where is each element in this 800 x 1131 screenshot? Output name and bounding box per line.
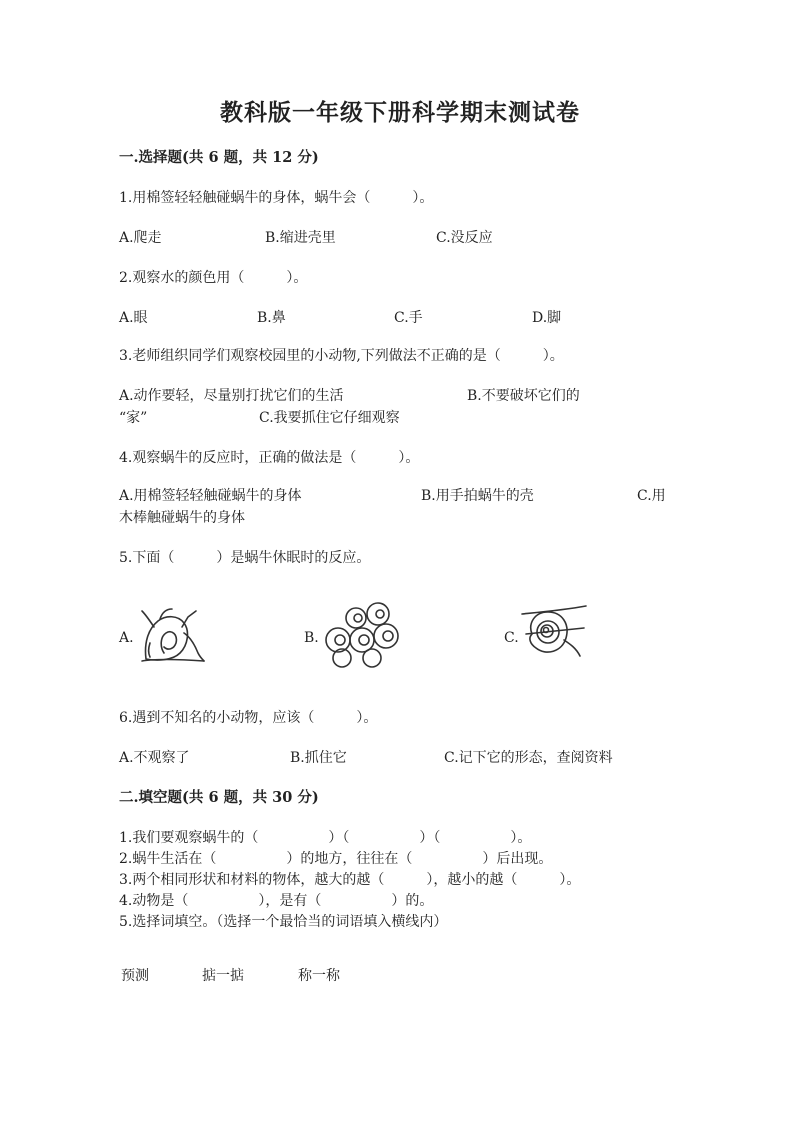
q4-option-b: B.用手拍蜗牛的壳 [421, 488, 534, 504]
q5-option-c: C. [504, 630, 519, 646]
fill-line-1: 1.我们要观察蜗牛的（ ）（ ）（ ）。 [119, 830, 532, 846]
q2-stem: 2.观察水的颜色用（ ）。 [119, 270, 308, 286]
q2-option-b: B.鼻 [257, 310, 286, 326]
q1-option-a: A.爬走 [119, 230, 162, 246]
word-choice-3: 称一称 [298, 968, 340, 984]
snail-group-icon [322, 600, 402, 668]
section2-heading: 二.填空题(共 6 题，共 30 分) [119, 789, 319, 806]
page-title: 教科版一年级下册科学期末测试卷 [220, 99, 580, 126]
q2-option-a: A.眼 [119, 310, 148, 326]
q3-option-c: C.我要抓住它仔细观察 [259, 410, 400, 426]
q3-option-b-continued: “家” [119, 410, 148, 426]
q6-option-b: B.抓住它 [290, 750, 347, 766]
q1-stem: 1.用棉签轻轻触碰蜗牛的身体，蜗牛会（ ）。 [119, 190, 434, 206]
fill-line-2: 2.蜗牛生活在（ ）的地方，往往在（ ）后出现。 [119, 851, 553, 867]
q3-option-a: A.动作要轻，尽量别打扰它们的生活 [119, 388, 344, 404]
q5-option-a: A. [119, 630, 134, 646]
snail-dormant-icon [520, 604, 590, 662]
q4-option-c-continued: 木棒触碰蜗牛的身体 [119, 510, 245, 526]
q2-option-d: D.脚 [532, 310, 562, 326]
snail-extended-icon [136, 603, 208, 667]
word-choice-1: 预测 [121, 968, 149, 984]
q2-option-c: C.手 [394, 310, 423, 326]
q5-option-b: B. [304, 630, 319, 646]
fill-line-4: 4.动物是（ ），是有（ ）的。 [119, 893, 434, 909]
q4-option-c: C.用 [637, 488, 666, 504]
section1-heading: 一.选择题(共 6 题，共 12 分) [119, 149, 319, 166]
q6-option-c: C.记下它的形态，查阅资料 [444, 750, 613, 766]
q3-option-b: B.不要破坏它们的 [467, 388, 580, 404]
fill-line-3: 3.两个相同形状和材料的物体，越大的越（ ），越小的越（ ）。 [119, 872, 581, 888]
q4-stem: 4.观察蜗牛的反应时，正确的做法是（ ）。 [119, 450, 420, 466]
fill-line-5: 5.选择词填空。（选择一个最恰当的词语填入横线内） [119, 914, 448, 930]
q6-option-a: A.不观察了 [119, 750, 190, 766]
q6-stem: 6.遇到不知名的小动物，应该（ ）。 [119, 710, 378, 726]
q5-stem: 5.下面（ ）是蜗牛休眠时的反应。 [119, 550, 371, 566]
q4-option-a: A.用棉签轻轻触碰蜗牛的身体 [119, 488, 302, 504]
q1-option-c: C.没反应 [436, 230, 493, 246]
q3-stem: 3.老师组织同学们观察校园里的小动物,下列做法不正确的是（ ）。 [119, 348, 564, 364]
q1-option-b: B.缩进壳里 [265, 230, 336, 246]
word-choice-2: 掂一掂 [202, 968, 244, 984]
